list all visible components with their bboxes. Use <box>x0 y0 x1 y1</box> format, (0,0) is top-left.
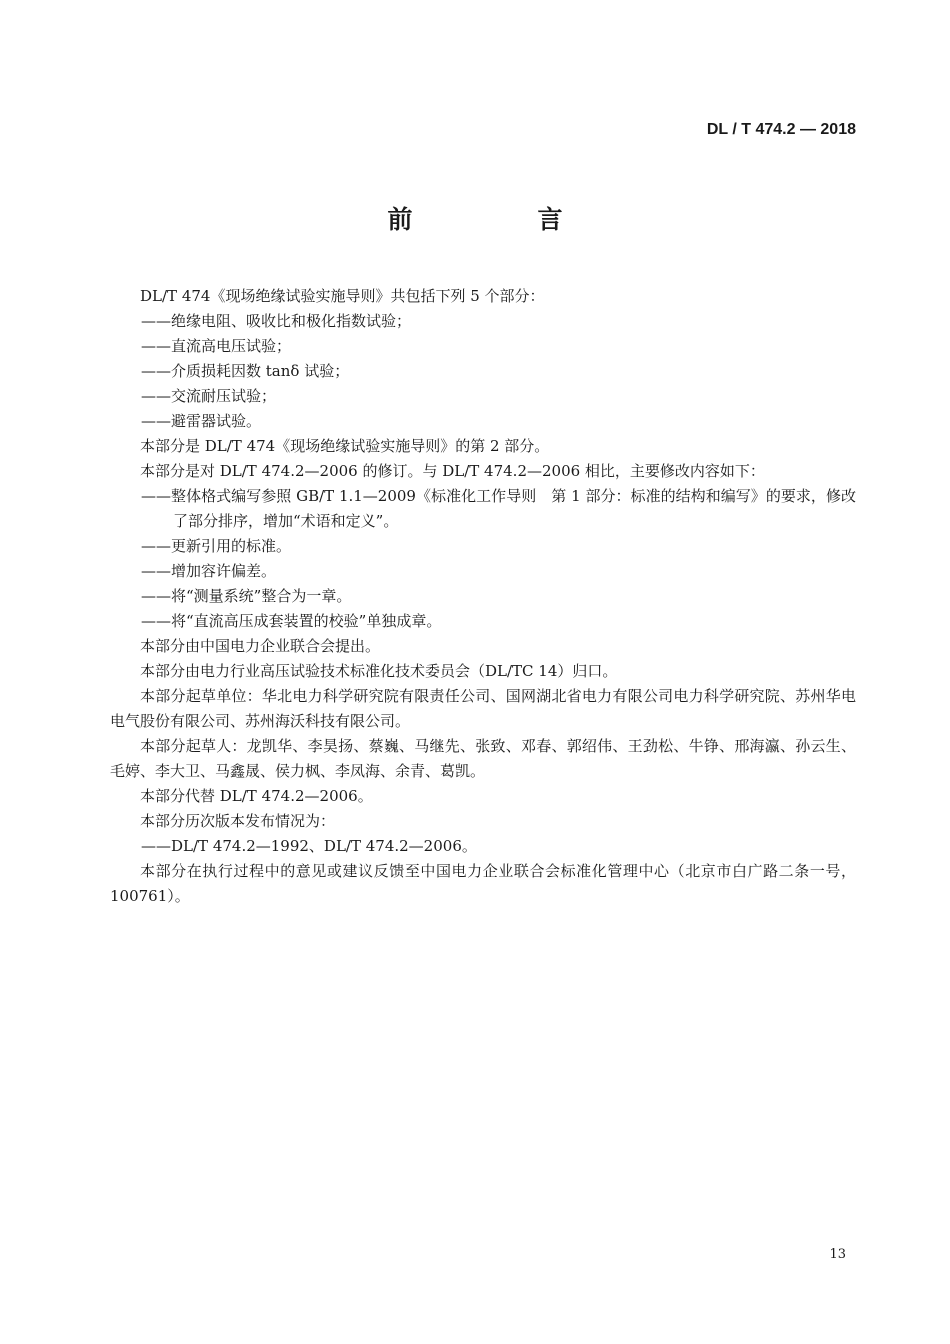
list-item: ——增加容许偏差。 <box>141 562 277 580</box>
paragraph: 本部分起草人：龙凯华、李昊扬、蔡巍、马继先、张致、邓春、郭绍伟、王劲松、牛铮、邢海瀛、孙云生、毛婷、李大卫、马鑫晟、侯力枫、李凤海、余青、葛凯。 <box>110 737 856 780</box>
page-number: 13 <box>829 1247 846 1262</box>
list-item: ——介质损耗因数 tanδ 试验； <box>141 362 350 380</box>
list-item: ——直流高电压试验； <box>141 337 292 355</box>
paragraph: 本部分由电力行业高压试验技术标准化技术委员会（DL/TC 14）归口。 <box>140 662 618 680</box>
paragraph: 本部分是对 DL/T 474.2—2006 的修订。与 DL/T 474.2—2006 相比，主要修改内容如下： <box>140 462 765 480</box>
list-item: ——交流耐压试验； <box>141 387 277 405</box>
list-item: ——将“直流高压成套装置的校验”单独成章。 <box>141 612 442 630</box>
paragraph: 本部分由中国电力企业联合会提出。 <box>140 637 381 655</box>
paragraph: 本部分代替 DL/T 474.2—2006。 <box>140 787 373 805</box>
document-code: DL / T 474.2 — 2018 <box>706 121 856 138</box>
paragraph: 本部分起草单位：华北电力科学研究院有限责任公司、国网湖北省电力有限公司电力科学研究院、苏州华电电气股份有限公司、苏州海沃科技有限公司。 <box>110 687 856 730</box>
page-title: 前 言 <box>387 205 613 234</box>
list-item: ——DL/T 474.2—1992、DL/T 474.2—2006。 <box>141 837 477 855</box>
preface-body <box>110 284 856 909</box>
paragraph: 本部分历次版本发布情况为： <box>140 812 336 830</box>
list-item: ——避雷器试验。 <box>141 412 262 430</box>
paragraph: DL/T 474《现场绝缘试验实施导则》共包括下列 5 个部分： <box>140 287 545 305</box>
list-item: ——整体格式编写参照 GB/T 1.1—2009《标准化工作导则 第 1 部分：标准的结构和编写》的要求，修改了部分排序，增加“术语和定义”。 <box>141 487 856 530</box>
list-item: ——更新引用的标准。 <box>141 537 292 555</box>
paragraph: 本部分是 DL/T 474《现场绝缘试验实施导则》的第 2 部分。 <box>140 437 550 455</box>
list-item: ——绝缘电阻、吸收比和极化指数试验； <box>141 312 412 330</box>
list-item: ——将“测量系统”整合为一章。 <box>141 587 352 605</box>
paragraph: 本部分在执行过程中的意见或建议反馈至中国电力企业联合会标准化管理中心（北京市白广路二条一号，100761）。 <box>110 862 856 905</box>
